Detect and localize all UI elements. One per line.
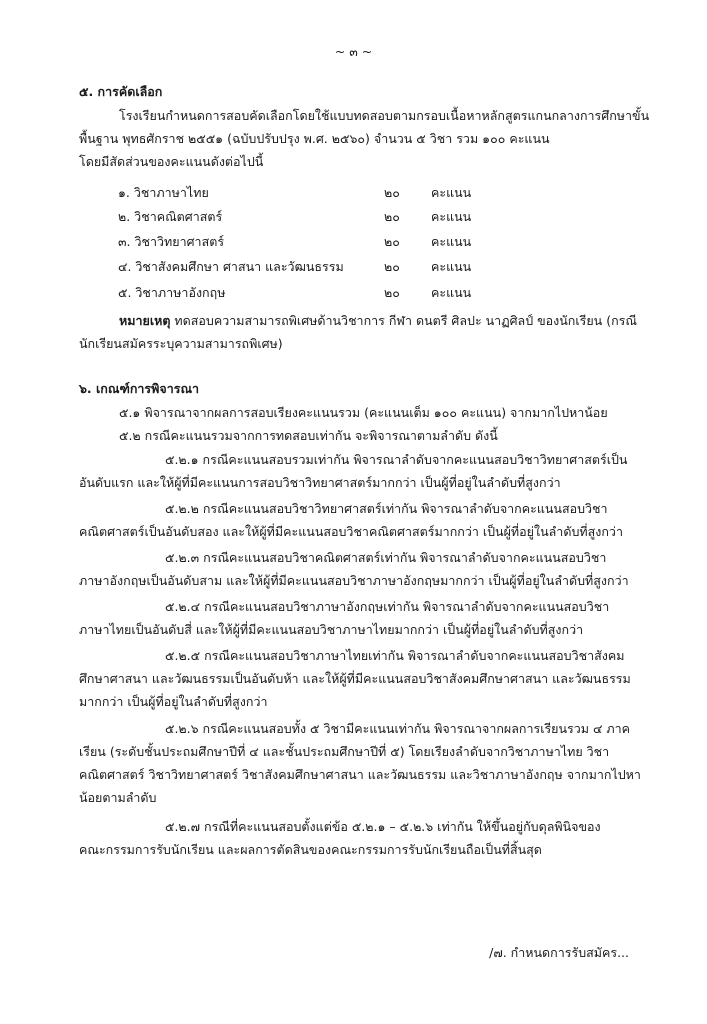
subject-score: ๒๐ <box>384 185 400 200</box>
page-number: ~ ๓ ~ <box>334 44 373 59</box>
criteria-sub-item: ๕.๒.๓ กรณีคะแนนสอบวิชาคณิตศาสตร์เท่ากัน พิจารณาลำดับจากคะแนนสอบวิชา ภาษาอังกฤษเป็นอันดับสาม และให้ผู้ที่มีคะแนนสอบวิชาภาษาอังกฤษมากกว่า เป็นผู้ที่อยู่ในลำดับที่สูงกว่า <box>79 550 629 588</box>
subject-label: ๒. วิชาคณิตศาสตร์ <box>118 209 223 224</box>
subject-row <box>118 281 538 304</box>
intro-line: โรงเรียนกำหนดการสอบคัดเลือกโดยใช้แบบทดสอบตามกรอบเนื้อหาหลักสูตรแกนกลางการศึกษาขั้น <box>119 108 650 123</box>
criteria-sub-item: ๕.๒.๒ กรณีคะแนนสอบวิชาวิทยาศาสตร์เท่ากัน พิจารณาลำดับจากคะแนนสอบวิชา คณิตศาสตร์เป็นอันดับสอง และให้ผู้ที่มีคะแนนสอบวิชาคณิตศาสตร์มากกว่า เป็นผู้ที่อยู่ในลำดับที่สูงกว่า <box>79 501 623 539</box>
subject-row <box>118 255 538 278</box>
subject-score: ๒๐ <box>384 209 400 224</box>
section-6-heading: ๖. เกณฑ์การพิจารณา <box>79 381 200 396</box>
note-label: หมายเหตุ <box>119 313 171 328</box>
criteria-sub-item: ๕.๒.๑ กรณีคะแนนสอบรวมเท่ากัน พิจารณาลำดับจากคะแนนสอบวิชาวิทยาศาสตร์เป็น อันดับแรก และให้ผู้ที่มีคะแนนการสอบวิชาวิทยาศาสตร์มากกว่า เป็นผู้ที่อยู่ในลำดับที่สูงกว่า <box>79 452 628 490</box>
subject-label: ๕. วิชาภาษาอังกฤษ <box>118 285 226 300</box>
criteria-sub-item: ๕.๒.๔ กรณีคะแนนสอบวิชาภาษาอังกฤษเท่ากัน พิจารณาลำดับจากคะแนนสอบวิชา ภาษาไทยเป็นอันดับสี่ และให้ผู้ที่มีคะแนนสอบวิชาภาษาไทยมากกว่า เป็นผู้ที่อยู่ในลำดับที่สูงกว่า <box>79 599 610 637</box>
subject-label: ๓. วิชาวิทยาศาสตร์ <box>118 234 225 249</box>
subject-unit: คะแนน <box>431 185 472 200</box>
next-page-continuation: /๗. กำหนดการรับสมัคร... <box>489 945 629 960</box>
section-5-intro <box>79 104 650 173</box>
intro-line: โดยมีสัดส่วนของคะแนนดังต่อไปนี้ <box>79 154 264 169</box>
note-text: ทดสอบความสามารถพิเศษด้านวิชาการ กีฬา ดนตรี ศิลปะ นาฏศิลป์ ของนักเรียน (กรณี <box>170 313 637 328</box>
subject-label: ๔. วิชาสังคมศึกษา ศาสนา และวัฒนธรรม <box>118 259 344 274</box>
criteria-sub-item: ๕.๒.๖ กรณีคะแนนสอบทั้ง ๕ วิชามีคะแนนเท่ากัน พิจารณาจากผลการเรียนรวม ๔ ภาค เรียน (ระดับชั้นประถมศึกษาปีที่ ๔ และชั้นประถมศึกษาปีที่ ๕) โดยเรียงลำดับจากวิชาภาษาไทย วิชา คณิตศาสตร์ วิชาวิทยาศาสตร์ วิชาสังคมศึกษาศาสนา และวัฒนธรรม และวิชาภาษาอังกฤษ จากมากไปหา น้อยตามลำดับ <box>79 721 641 805</box>
subject-row <box>118 205 538 228</box>
subject-score: ๒๐ <box>384 259 400 274</box>
subject-unit: คะแนน <box>431 209 472 224</box>
section-5-note <box>79 309 635 355</box>
criteria-item-5-1: ๕.๑ พิจารณาจากผลการสอบเรียงคะแนนรวม (คะแนนเต็ม ๑๐๐ คะแนน) จากมากไปหาน้อย <box>119 405 608 420</box>
subject-unit: คะแนน <box>431 234 472 249</box>
subject-unit: คะแนน <box>431 285 472 300</box>
criteria-sub-item: ๕.๒.๕ กรณีคะแนนสอบวิชาภาษาไทยเท่ากัน พิจารณาลำดับจากคะแนนสอบวิชาสังคม ศึกษาศาสนา และวัฒนธรรมเป็นอันดับห้า และให้ผู้ที่มีคะแนนสอบวิชาสังคมศึกษาศาสนา และวัฒนธรรม มากกว่า เป็นผู้ที่อยู่ในลำดับที่สูงกว่า <box>79 648 631 709</box>
subject-unit: คะแนน <box>431 259 472 274</box>
subject-row <box>118 230 538 253</box>
note-text: นักเรียนสมัครระบุความสามารถพิเศษ) <box>79 336 283 351</box>
intro-line: พื้นฐาน พุทธศักราช ๒๕๕๑ (ฉบับปรับปรุง พ.ศ. ๒๕๖๐) จำนวน ๕ วิชา รวม ๑๐๐ คะแนน <box>79 131 550 146</box>
subject-row <box>118 181 538 204</box>
criteria-item-5-2: ๕.๒ กรณีคะแนนรวมจากการทดสอบเท่ากัน จะพิจารณาตามลำดับ ดังนี้ <box>119 428 498 443</box>
subject-score: ๒๐ <box>384 285 400 300</box>
criteria-sub-item: ๕.๒.๗ กรณีที่คะแนนสอบตั้งแต่ข้อ ๕.๒.๑ – ๕.๒.๖ เท่ากัน ให้ขึ้นอยู่กับดุลพินิจของ คณะกรรมการรับนักเรียน และผลการตัดสินของคณะกรรมการรับนักเรียนถือเป็นที่สิ้นสุด <box>79 819 601 857</box>
section-5-heading: ๕. การคัดเลือก <box>79 84 163 99</box>
subject-label: ๑. วิชาภาษาไทย <box>118 185 209 200</box>
subject-score: ๒๐ <box>384 234 400 249</box>
